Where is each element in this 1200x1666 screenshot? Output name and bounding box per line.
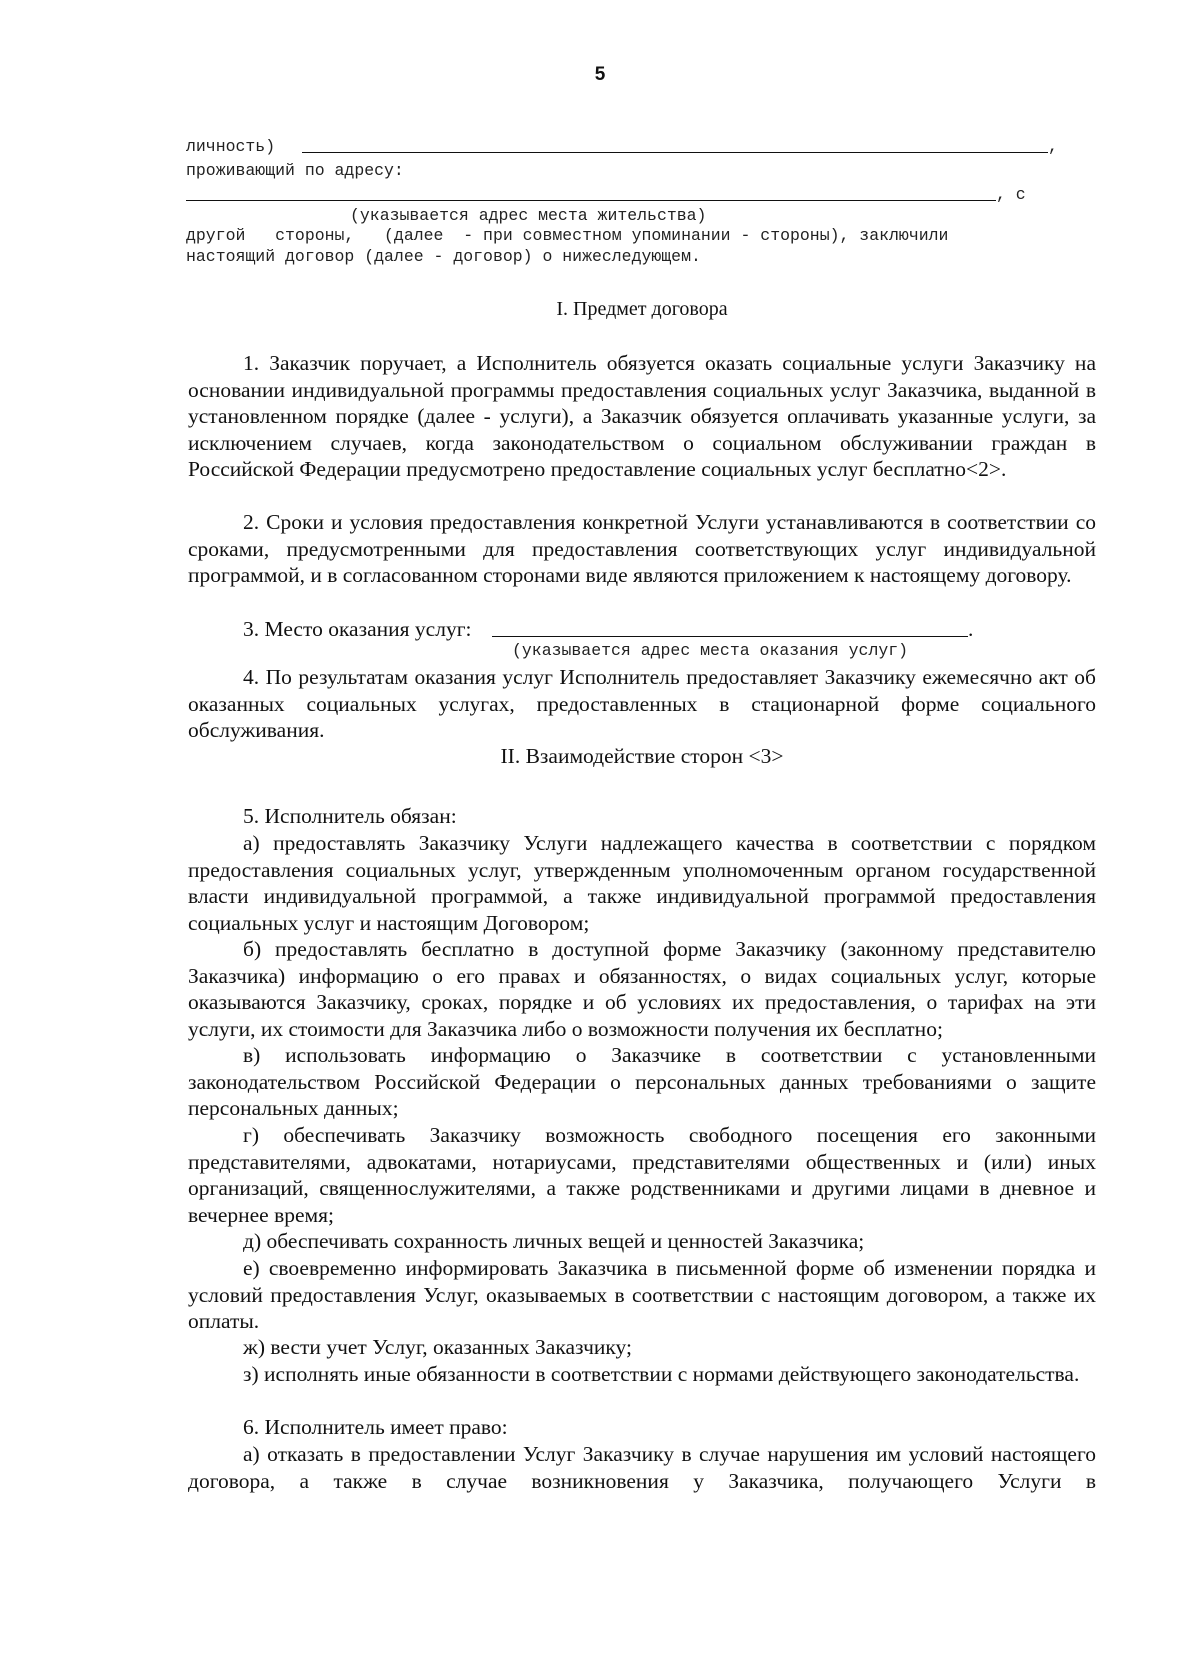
duty-item-zh: ж) вести учет Услуг, оказанных Заказчику; <box>243 1335 632 1359</box>
residence-fill-line <box>186 200 996 201</box>
paragraph-3-end: . <box>968 617 974 641</box>
duty-item-e: е) своевременно информировать Заказчика в письменной форме об изменении порядка и условий предоставления Услуг, оказываемых в соответствии с настоящим договором, а также их оплаты. <box>188 1256 1096 1333</box>
duty-item-b: б) предоставлять бесплатно в доступной форме Заказчику (законному представителю Заказчика) информацию о его правах и обязанностях, о видах социальных услуг, которые оказываются Заказчику, сроках, порядке и об условиях их предоставления, о тарифах на эти услуги, их стоимости для Заказчика либо о возможности получения их бесплатно; <box>188 937 1096 1041</box>
duty-item-a: а) предоставлять Заказчику Услуги надлежащего качества в соответствии с порядком предоставления социальных услуг, утвержденным уполномоченным органом государственной власти индивидуальной программой, а также индивидуальной программой предоставления социальных услуг и настоящим Договором; <box>188 831 1096 935</box>
section-1-title: I. Предмет договора <box>556 298 728 320</box>
residence-label: проживающий по адресу: <box>186 161 404 180</box>
paragraph-2: 2. Сроки и условия предоставления конкретной Услуги устанавливаются в соответствии со сроками, предусмотренными для предоставления соответствующих услуг индивидуальной программой, и в согласованном сторонами виде являются приложением к настоящему договору. <box>188 510 1096 587</box>
other-side-line-1: другой стороны, (далее - при совместном упоминании - стороны), заключили <box>186 226 949 245</box>
duty-item-d: д) обеспечивать сохранность личных вещей и ценностей Заказчика; <box>243 1229 865 1253</box>
paragraph-3-label: 3. Место оказания услуг: <box>243 617 472 641</box>
duty-item-g: г) обеспечивать Заказчику возможность свободного посещения его законными представителями, адвокатами, нотариусами, представителями общественных и (или) иных организаций, священнослужителями, а также родственниками и другими лицами в дневное и вечернее время; <box>188 1123 1096 1227</box>
service-place-fill-line <box>492 636 968 637</box>
with-label: , с <box>996 185 1026 204</box>
paragraph-6: 6. Исполнитель имеет право: <box>243 1415 508 1439</box>
residence-hint: (указывается адрес места жительства) <box>350 206 707 225</box>
service-place-hint: (указывается адрес места оказания услуг) <box>512 641 909 660</box>
page-number: 5 <box>594 64 606 85</box>
identity-comma: , <box>1048 137 1058 156</box>
identity-fill-line <box>302 152 1048 153</box>
duty-item-z: з) исполнять иные обязанности в соответствии с нормами действующего законодательства. <box>243 1362 1080 1386</box>
paragraph-1: 1. Заказчик поручает, а Исполнитель обязуется оказать социальные услуги Заказчику на основании индивидуальной программы предоставления социальных услуг Заказчика, выданной в установленном порядке (далее - услуги), а Заказчик обязуется оплачивать указанные услуги, за исключением случаев, когда законодательством о социальном обслуживании граждан в Российской Федерации предусмотрено предоставление социальных услуг бесплатно<2>. <box>188 351 1096 481</box>
other-side-line-2: настоящий договор (далее - договор) о нижеследующем. <box>186 247 701 266</box>
paragraph-5: 5. Исполнитель обязан: <box>243 804 457 828</box>
right-item-a: а) отказать в предоставлении Услуг Заказчику в случае нарушения им условий настоящего договора, а также в случае возникновения у Заказчика, получающего Услуги в <box>188 1442 1096 1493</box>
identity-label: личность) <box>186 137 276 156</box>
paragraph-4: 4. По результатам оказания услуг Исполнитель предоставляет Заказчику ежемесячно акт об оказанных социальных услугах, предоставленных в стационарной форме социального обслуживания. <box>188 665 1096 742</box>
section-2-title: II. Взаимодействие сторон <3> <box>500 744 784 768</box>
duty-item-v: в) использовать информацию о Заказчике в соответствии с установленными законодательством Российской Федерации о персональных данных требованиями о защите персональных данных; <box>188 1043 1096 1120</box>
